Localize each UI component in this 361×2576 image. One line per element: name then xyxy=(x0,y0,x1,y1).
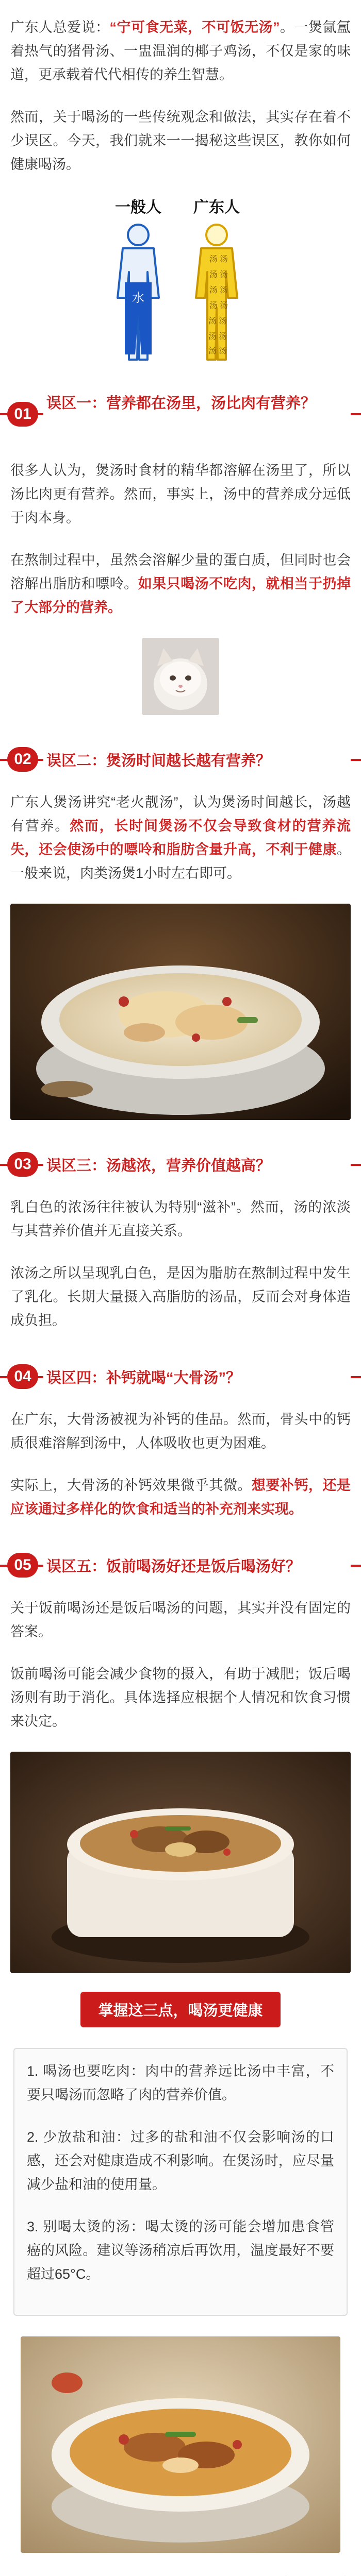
soup-char: 汤 xyxy=(209,286,218,295)
intro-text-a: 广东人总爱说： xyxy=(10,20,110,35)
body-comparison-figure xyxy=(0,195,361,370)
section-title: 误区五：饭前喝汤好还是饭后喝汤好？ xyxy=(43,1554,351,1580)
section-4-paragraph-2 xyxy=(0,1473,361,1521)
section-2-header xyxy=(0,736,361,772)
section-title: 误区二：煲汤时间越长越有营养？ xyxy=(43,748,351,774)
section-1-text: 在熬制过程中，虽然会溶解少量的蛋白质，但同时也会溶解出脂肪和嘌呤。 xyxy=(10,552,351,591)
body-comparison-illustration xyxy=(98,195,263,370)
soup-char: 汤 xyxy=(208,332,217,341)
section-4-highlight: 想要补钙，还是应该通过多样化的饮食和适当的补充剂来实现。 xyxy=(10,1478,351,1517)
section-number: 01 xyxy=(7,402,38,427)
soup-char: 汤 xyxy=(219,347,227,355)
soup-char: 汤 xyxy=(208,347,217,355)
key-point-3: 3. 别喝太烫的汤：喝太烫的汤可能会增加患食管癌的风险。建议等汤稍凉后再饮用，温度最好不要超过65°C。 xyxy=(27,2219,334,2282)
section-2-highlight: 然而，长时间煲汤不仅会导致食材的营养流失，还会使汤中的嘌呤和脂肪含量升高，不利于健康 xyxy=(10,818,351,857)
braised-soup-pot-photo xyxy=(10,1752,351,1973)
intro-paragraph-1 xyxy=(0,15,361,87)
soup-char: 汤 xyxy=(209,255,218,264)
section-title: 误区四：补钙就喝“大骨汤”？ xyxy=(43,1365,351,1391)
soup-char: 汤 xyxy=(219,317,227,326)
soup-char: 汤 xyxy=(220,255,228,264)
intro xyxy=(0,0,361,176)
key-points-heading xyxy=(0,1992,361,2027)
soup-photo-2-wrap xyxy=(0,1752,361,1973)
water-label: 水 xyxy=(132,291,144,305)
spare-rib-soup-photo xyxy=(21,2336,340,2553)
section-5-paragraph-2: 饭前喝汤可能会减少食物的摄入，有助于减肥；饭后喝汤则有助于消化。具体选择应根据个人情况和饮食习惯来决定。 xyxy=(10,1666,351,1729)
section-4-text: 实际上，大骨汤的补钙效果微乎其微。 xyxy=(10,1478,252,1493)
section-title: 误区一：营养都在汤里，汤比肉有营养？ xyxy=(43,391,351,416)
cat-reaction-image xyxy=(142,638,219,715)
label-normal-person: 一般人 xyxy=(115,199,161,216)
soup-char: 汤 xyxy=(220,286,228,295)
soup-char: 汤 xyxy=(209,270,218,279)
intro-quote: “宁可食无菜，不可饭无汤” xyxy=(109,20,280,35)
section-4-header xyxy=(0,1353,361,1389)
section-title: 误区三：汤越浓，营养价值越高？ xyxy=(43,1153,351,1179)
soup-char: 汤 xyxy=(219,332,227,341)
section-number: 05 xyxy=(7,1553,38,1578)
section-3-paragraph-1: 乳白色的浓汤往往被认为特别“滋补”。然而，汤的浓淡与其营养价值并无直接关系。 xyxy=(10,1199,351,1239)
soup-photo-3-wrap xyxy=(0,2336,361,2553)
section-4-paragraph-1: 在广东，大骨汤被视为补钙的佳品。然而，骨头中的钙质很难溶解到汤中，人体吸收也更为困难。 xyxy=(10,1412,351,1451)
section-1-paragraph-1: 很多人认为，煲汤时食材的精华都溶解在汤里了，所以汤比肉更有营养。然而，事实上，汤中的营养成分远低于肉本身。 xyxy=(10,463,351,526)
soup-char: 汤 xyxy=(208,317,217,326)
section-1-paragraph-2 xyxy=(0,548,361,619)
intro-paragraph-2: 然而，关于喝汤的一些传统观念和做法，其实存在着不少误区。今天，我们就来一一揭秘这些误区，教你如何健康喝汤。 xyxy=(10,109,351,172)
soup-char: 汤 xyxy=(220,301,228,310)
section-2-text-a: 广东人煲汤讲究“老火靓汤”，认为煲汤时间越长，汤越有营养。 xyxy=(10,794,351,834)
cat-photo-wrap xyxy=(0,638,361,715)
section-3-paragraph-2: 浓汤之所以呈现乳白色，是因为脂肪在熬制过程中发生了乳化。长期大量摄入高脂肪的汤品，反而会对身体造成负担。 xyxy=(10,1265,351,1328)
section-1-header xyxy=(0,391,361,440)
section-3-header xyxy=(0,1141,361,1177)
key-point-1: 1. 喝汤也要吃肉：肉中的营养远比汤中丰富，不要只喝汤而忽略了肉的营养价值。 xyxy=(27,2063,334,2103)
key-points-box xyxy=(13,2048,348,2316)
chicken-soup-photo xyxy=(10,904,351,1120)
section-1-highlight: 如果只喝汤不吃肉，就相当于扔掉了大部分的营养。 xyxy=(10,576,351,615)
section-number: 02 xyxy=(7,747,38,772)
section-number: 03 xyxy=(7,1152,38,1177)
key-points-title: 掌握这三点，喝汤更健康 xyxy=(80,1992,280,2027)
outro-paragraph-1 xyxy=(0,2571,361,2576)
label-cantonese-person: 广东人 xyxy=(193,199,240,216)
blue-person-icon xyxy=(118,225,159,360)
section-number: 04 xyxy=(7,1364,38,1389)
section-5-header xyxy=(0,1541,361,1578)
section-2-text-b: 。一般来说，肉类汤煲1小时左右即可。 xyxy=(10,842,351,881)
yellow-person-icon xyxy=(196,225,237,360)
soup-char: 汤 xyxy=(220,270,228,279)
soup-char: 汤 xyxy=(209,301,218,310)
section-2-paragraph-1 xyxy=(0,790,361,885)
intro-text-b: 。一煲氤氲着热气的猪骨汤、一盅温润的椰子鸡汤，不仅是家的味道，更承载着代代相传的养生智慧。 xyxy=(10,20,351,82)
soup-photo-1-wrap xyxy=(0,904,361,1120)
key-point-2: 2. 少放盐和油：过多的盐和油不仅会影响汤的口感，还会对健康造成不利影响。在煲汤时，应尽量减少盐和油的使用量。 xyxy=(27,2129,334,2192)
section-5-paragraph-1: 关于饭前喝汤还是饭后喝汤的问题，其实并没有固定的答案。 xyxy=(10,1600,351,1639)
